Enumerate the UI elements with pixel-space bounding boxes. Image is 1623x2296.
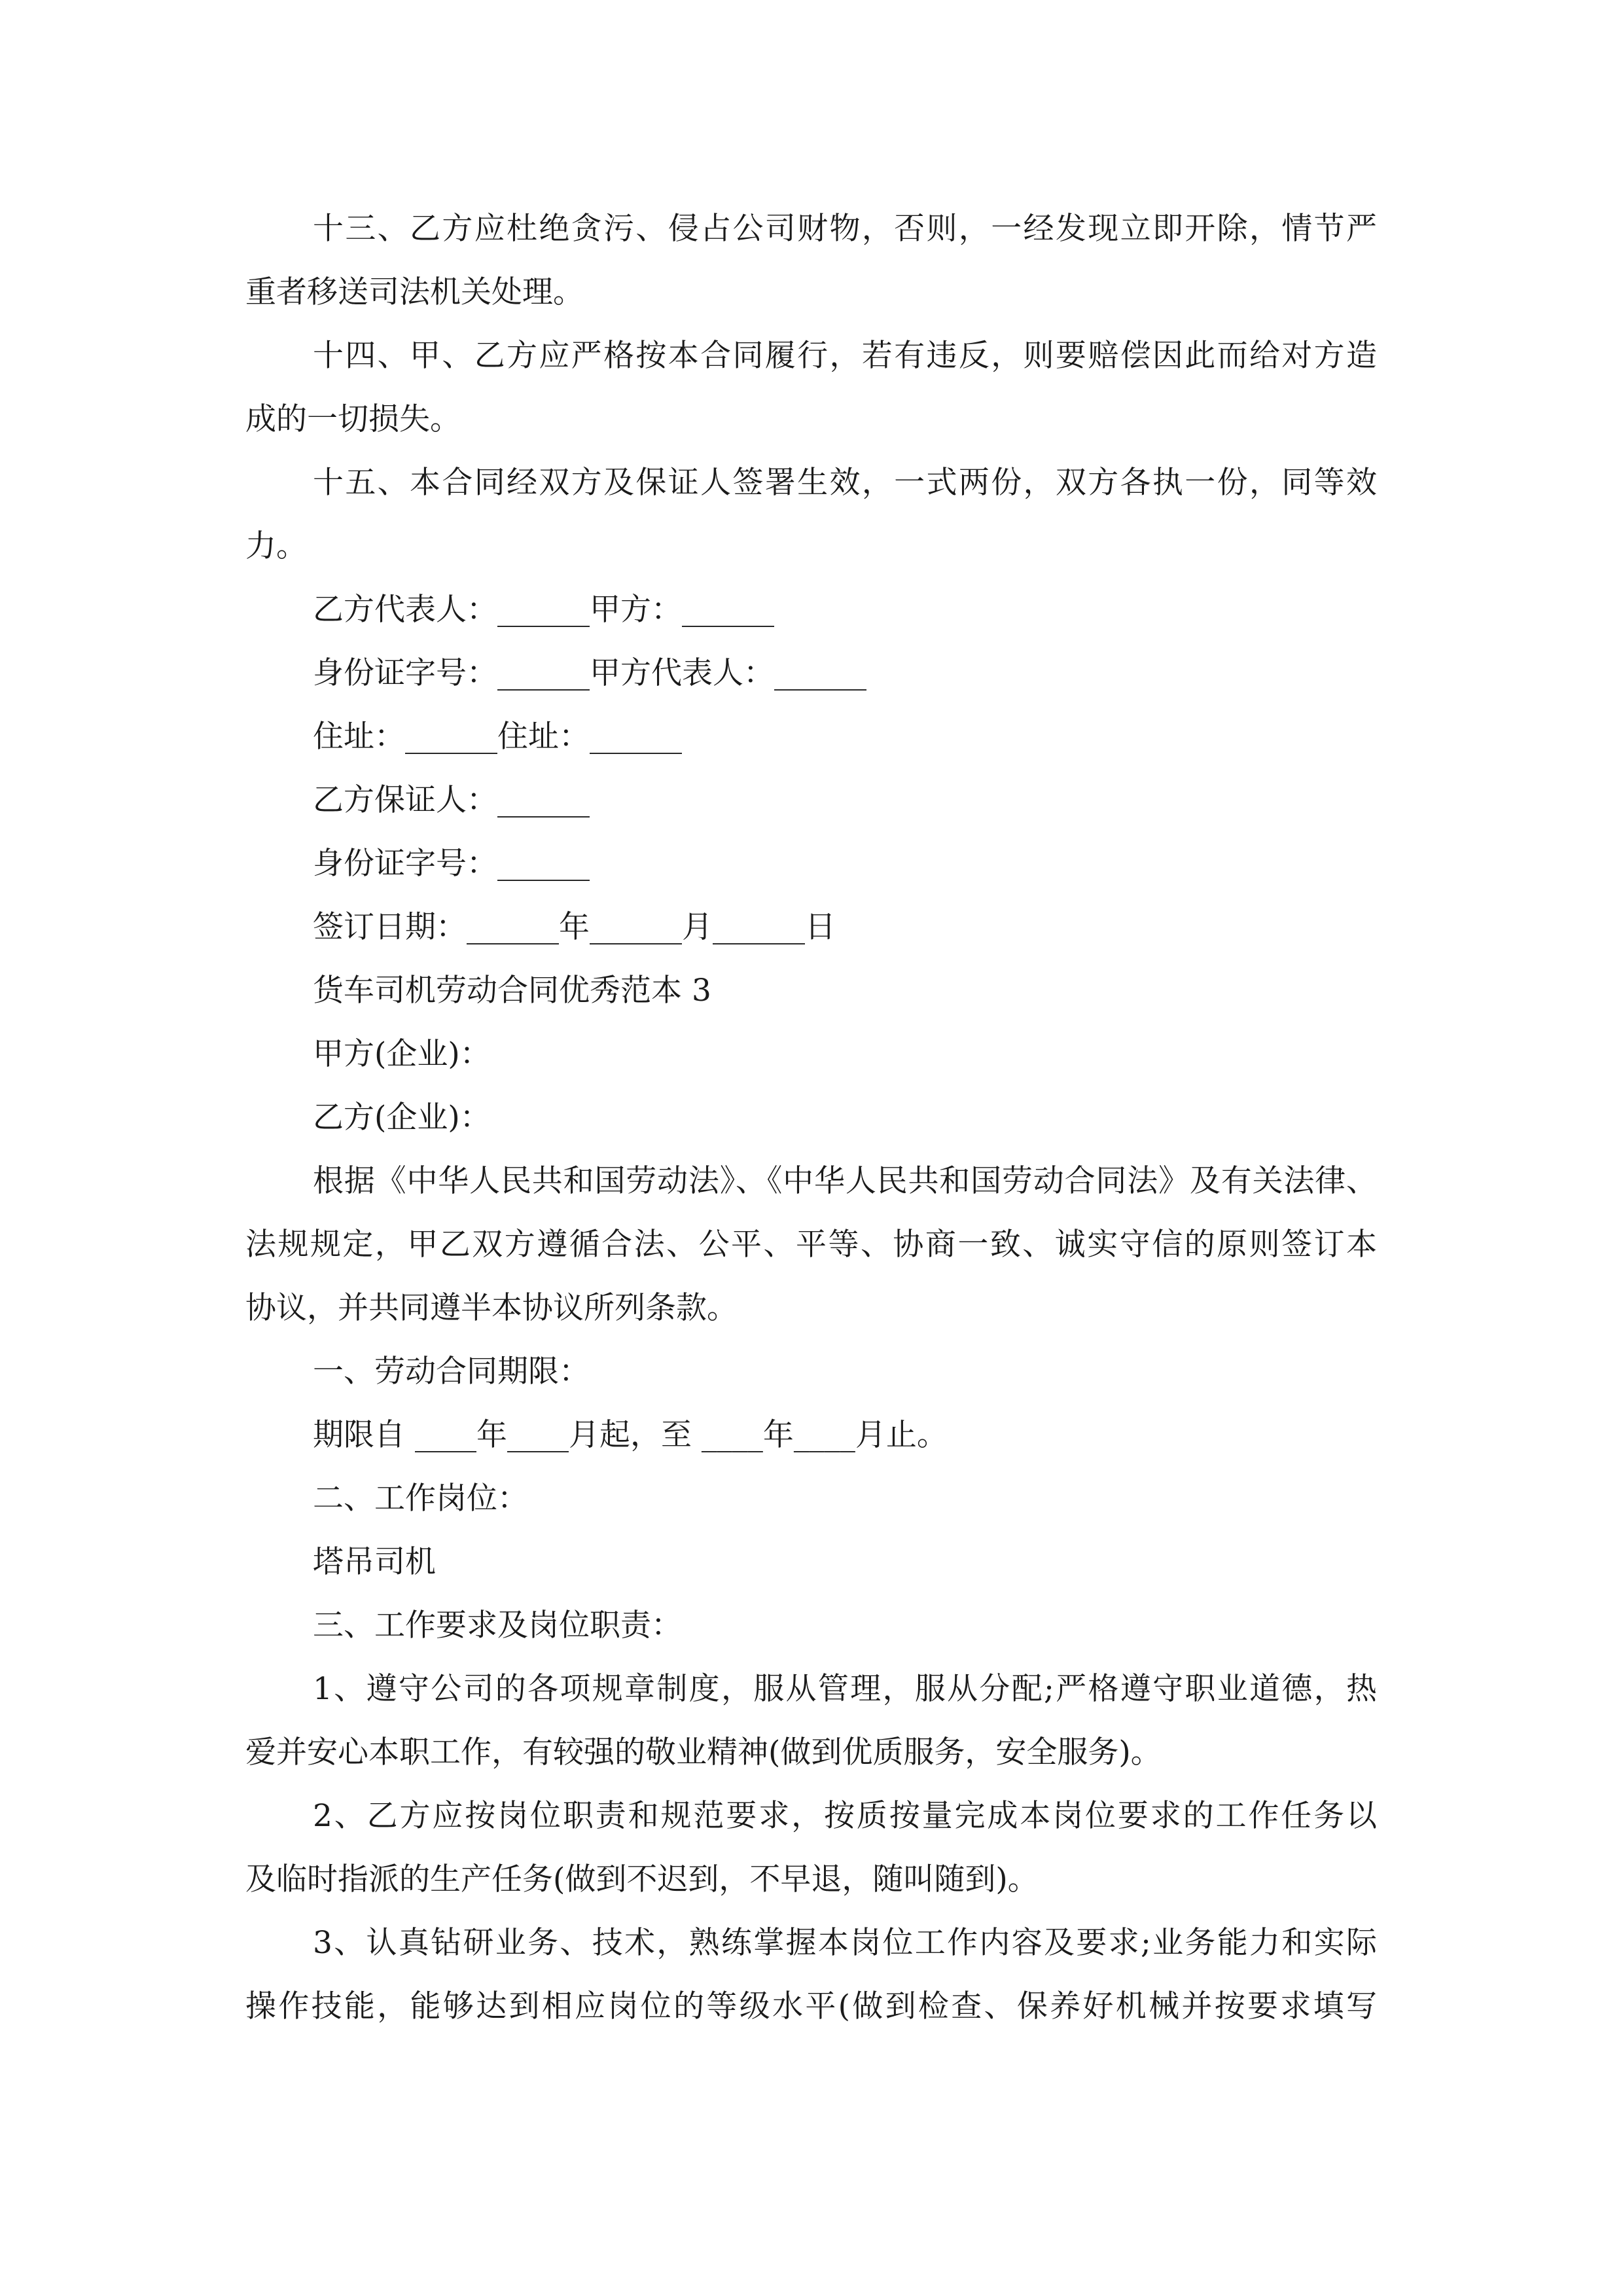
paragraph-line: 十三、乙方应杜绝贪污、侵占公司财物，否则，一经发现立即开除，情节严 (313, 211, 1377, 247)
paragraph-line: 操作技能，能够达到相应岗位的等级水平(做到检查、保养好机械并按要求填写 (245, 1988, 1377, 2024)
paragraph-line: 1、遵守公司的各项规章制度，服从管理，服从分配;严格遵守职业道德，热 (313, 1671, 1377, 1707)
signature-line: 乙方保证人：______ (313, 782, 590, 818)
paragraph-line: 成的一切损失。 (245, 401, 461, 437)
signature-line: 乙方代表人：______甲方：______ (313, 592, 774, 628)
paragraph-line: 十五、本合同经双方及保证人签署生效，一式两份，双方各执一份，同等效 (313, 465, 1377, 501)
paragraph-line: 力。 (245, 528, 307, 564)
clause-heading: 三、工作要求及岗位职责： (313, 1607, 682, 1643)
party-b-line: 乙方(企业)： (313, 1100, 491, 1136)
section-title: 货车司机劳动合同优秀范本 3 (313, 973, 711, 1009)
paragraph-line: 根据《中华人民共和国劳动法》、《中华人民共和国劳动合同法》及有关法律、 (313, 1163, 1377, 1199)
date-line: 签订日期：______年______月______日 (313, 909, 836, 945)
clause-heading: 一、劳动合同期限： (313, 1354, 590, 1390)
signature-line: 住址：______住址：______ (313, 719, 682, 755)
term-line: 期限自 ____年____月起，至 ____年____月止。 (313, 1417, 948, 1453)
clause-heading: 二、工作岗位： (313, 1480, 528, 1516)
paragraph-line: 十四、甲、乙方应严格按本合同履行，若有违反，则要赔偿因此而给对方造 (313, 338, 1377, 374)
paragraph-line: 及临时指派的生产任务(做到不迟到，不早退，随叫随到)。 (245, 1861, 1039, 1897)
paragraph-line: 2、乙方应按岗位职责和规范要求，按质按量完成本岗位要求的工作任务以 (313, 1798, 1377, 1834)
paragraph-line: 协议，并共同遵半本协议所列条款。 (245, 1290, 738, 1326)
paragraph-line: 重者移送司法机关处理。 (245, 274, 584, 310)
job-title: 塔吊司机 (313, 1544, 436, 1580)
signature-line: 身份证字号：______甲方代表人：______ (313, 655, 866, 691)
party-a-line: 甲方(企业)： (313, 1036, 491, 1072)
paragraph-line: 法规规定，甲乙双方遵循合法、公平、平等、协商一致、诚实守信的原则签订本 (245, 1227, 1377, 1263)
signature-line: 身份证字号：______ (313, 846, 590, 882)
paragraph-line: 3、认真钻研业务、技术，熟练掌握本岗位工作内容及要求;业务能力和实际 (313, 1925, 1377, 1961)
paragraph-line: 爱并安心本职工作，有较强的敬业精神(做到优质服务，安全服务)。 (245, 1734, 1162, 1770)
